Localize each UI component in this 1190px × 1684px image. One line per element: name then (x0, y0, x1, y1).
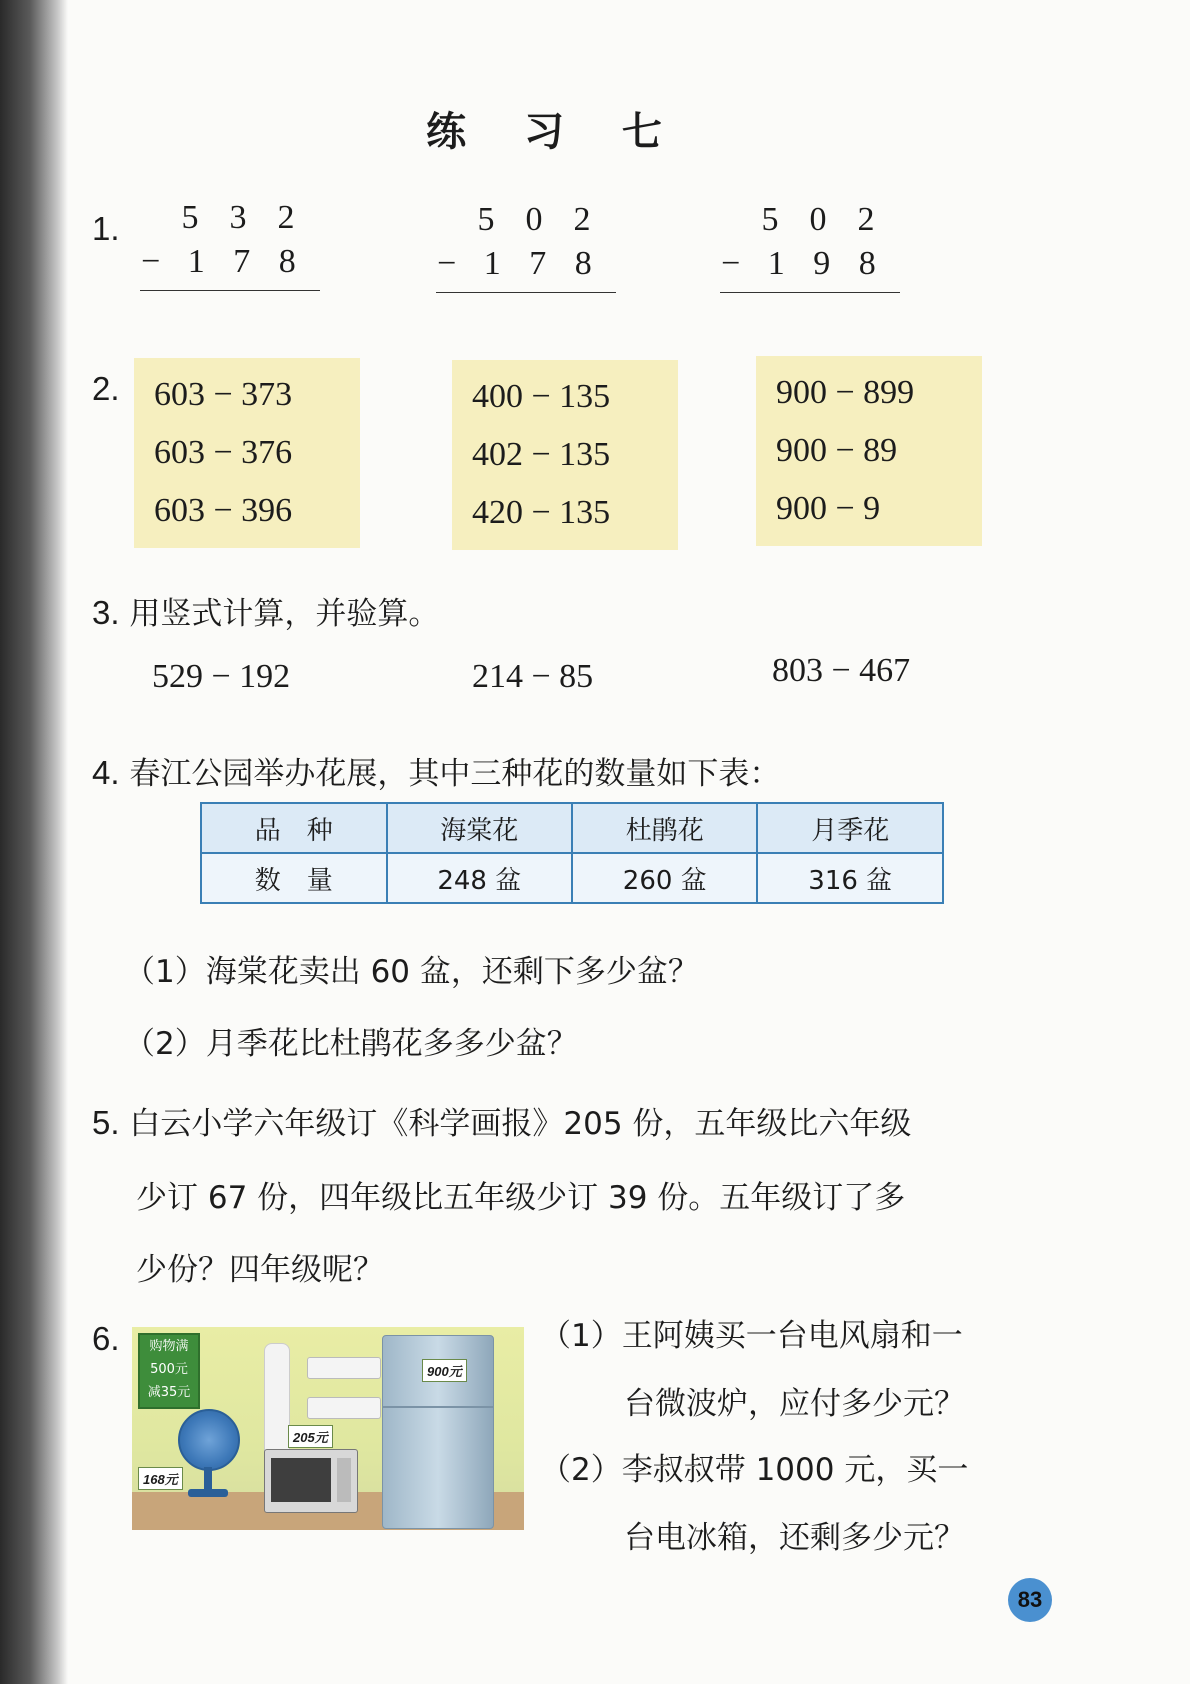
microwave-image (264, 1449, 358, 1513)
table-row: 数 量 248 盆 260 盆 316 盆 (201, 853, 943, 903)
question-2-label: 2. (92, 370, 120, 407)
question-4-sub-2: （2）月季花比杜鹃花多多少盆？ (124, 1026, 578, 1062)
question-5-line-3: 少份？四年级呢？ (136, 1252, 384, 1288)
expression-group-2: 400 − 135 402 − 135 420 − 135 (452, 360, 678, 550)
question-6-sub-2-line-1: （2）李叔叔带 1000 元，买一 (540, 1452, 969, 1488)
question-6-sub-2-line-2: 台电冰箱，还剩多少元？ (624, 1520, 965, 1556)
tower-purifier-image (264, 1343, 290, 1465)
microwave-price-tag: 205元 (288, 1425, 333, 1448)
question-3: 3. 用竖式计算，并验算。 (92, 594, 440, 632)
question-6-sub-1-line-2: 台微波炉，应付多少元？ (624, 1386, 965, 1422)
fan-price-tag: 168元 (138, 1467, 183, 1490)
fridge-price-tag: 900元 (422, 1359, 467, 1382)
expression-group-3: 900 − 899 900 − 89 900 − 9 (756, 356, 982, 546)
air-conditioner-image (307, 1397, 381, 1419)
vertical-subtraction-2: 5 0 2 − 1 7 8 (436, 198, 616, 293)
appliance-store-illustration (132, 1327, 524, 1530)
electric-fan-image (178, 1409, 240, 1471)
question-3-expr-2: 214 − 85 (472, 658, 594, 695)
page-number: 83 (1008, 1578, 1052, 1622)
expression-group-1: 603 − 373 603 − 376 603 − 396 (134, 358, 360, 548)
air-conditioner-image (307, 1357, 381, 1379)
question-6-label: 6. (92, 1320, 120, 1357)
book-spine-shadow (0, 0, 68, 1684)
question-6-sub-1-line-1: （1）王阿姨买一台电风扇和一 (540, 1318, 963, 1354)
question-1-label: 1. (92, 210, 120, 247)
page-title: 练 习 七 (426, 109, 684, 155)
vertical-subtraction-3: 5 0 2 − 1 9 8 (720, 198, 900, 293)
promotion-sign: 购物满 500元 减35元 (138, 1333, 200, 1409)
question-5-line-2: 少订 67 份，四年级比五年级少订 39 份。五年级订了多 (136, 1180, 906, 1216)
question-5-line-1: 5. 白云小学六年级订《科学画报》205 份，五年级比六年级 (92, 1104, 912, 1142)
question-4: 4. 春江公园举办花展，其中三种花的数量如下表： (92, 754, 781, 792)
question-4-sub-1: （1）海棠花卖出 60 盆，还剩下多少盆？ (124, 954, 699, 990)
question-3-expr-1: 529 − 192 (152, 658, 291, 695)
flower-table (200, 802, 944, 904)
vertical-subtraction-1: 5 3 2 − 1 7 8 (140, 196, 320, 291)
question-3-expr-3: 803 − 467 (772, 652, 911, 689)
table-row: 品 种 海棠花 杜鹃花 月季花 (201, 803, 943, 853)
